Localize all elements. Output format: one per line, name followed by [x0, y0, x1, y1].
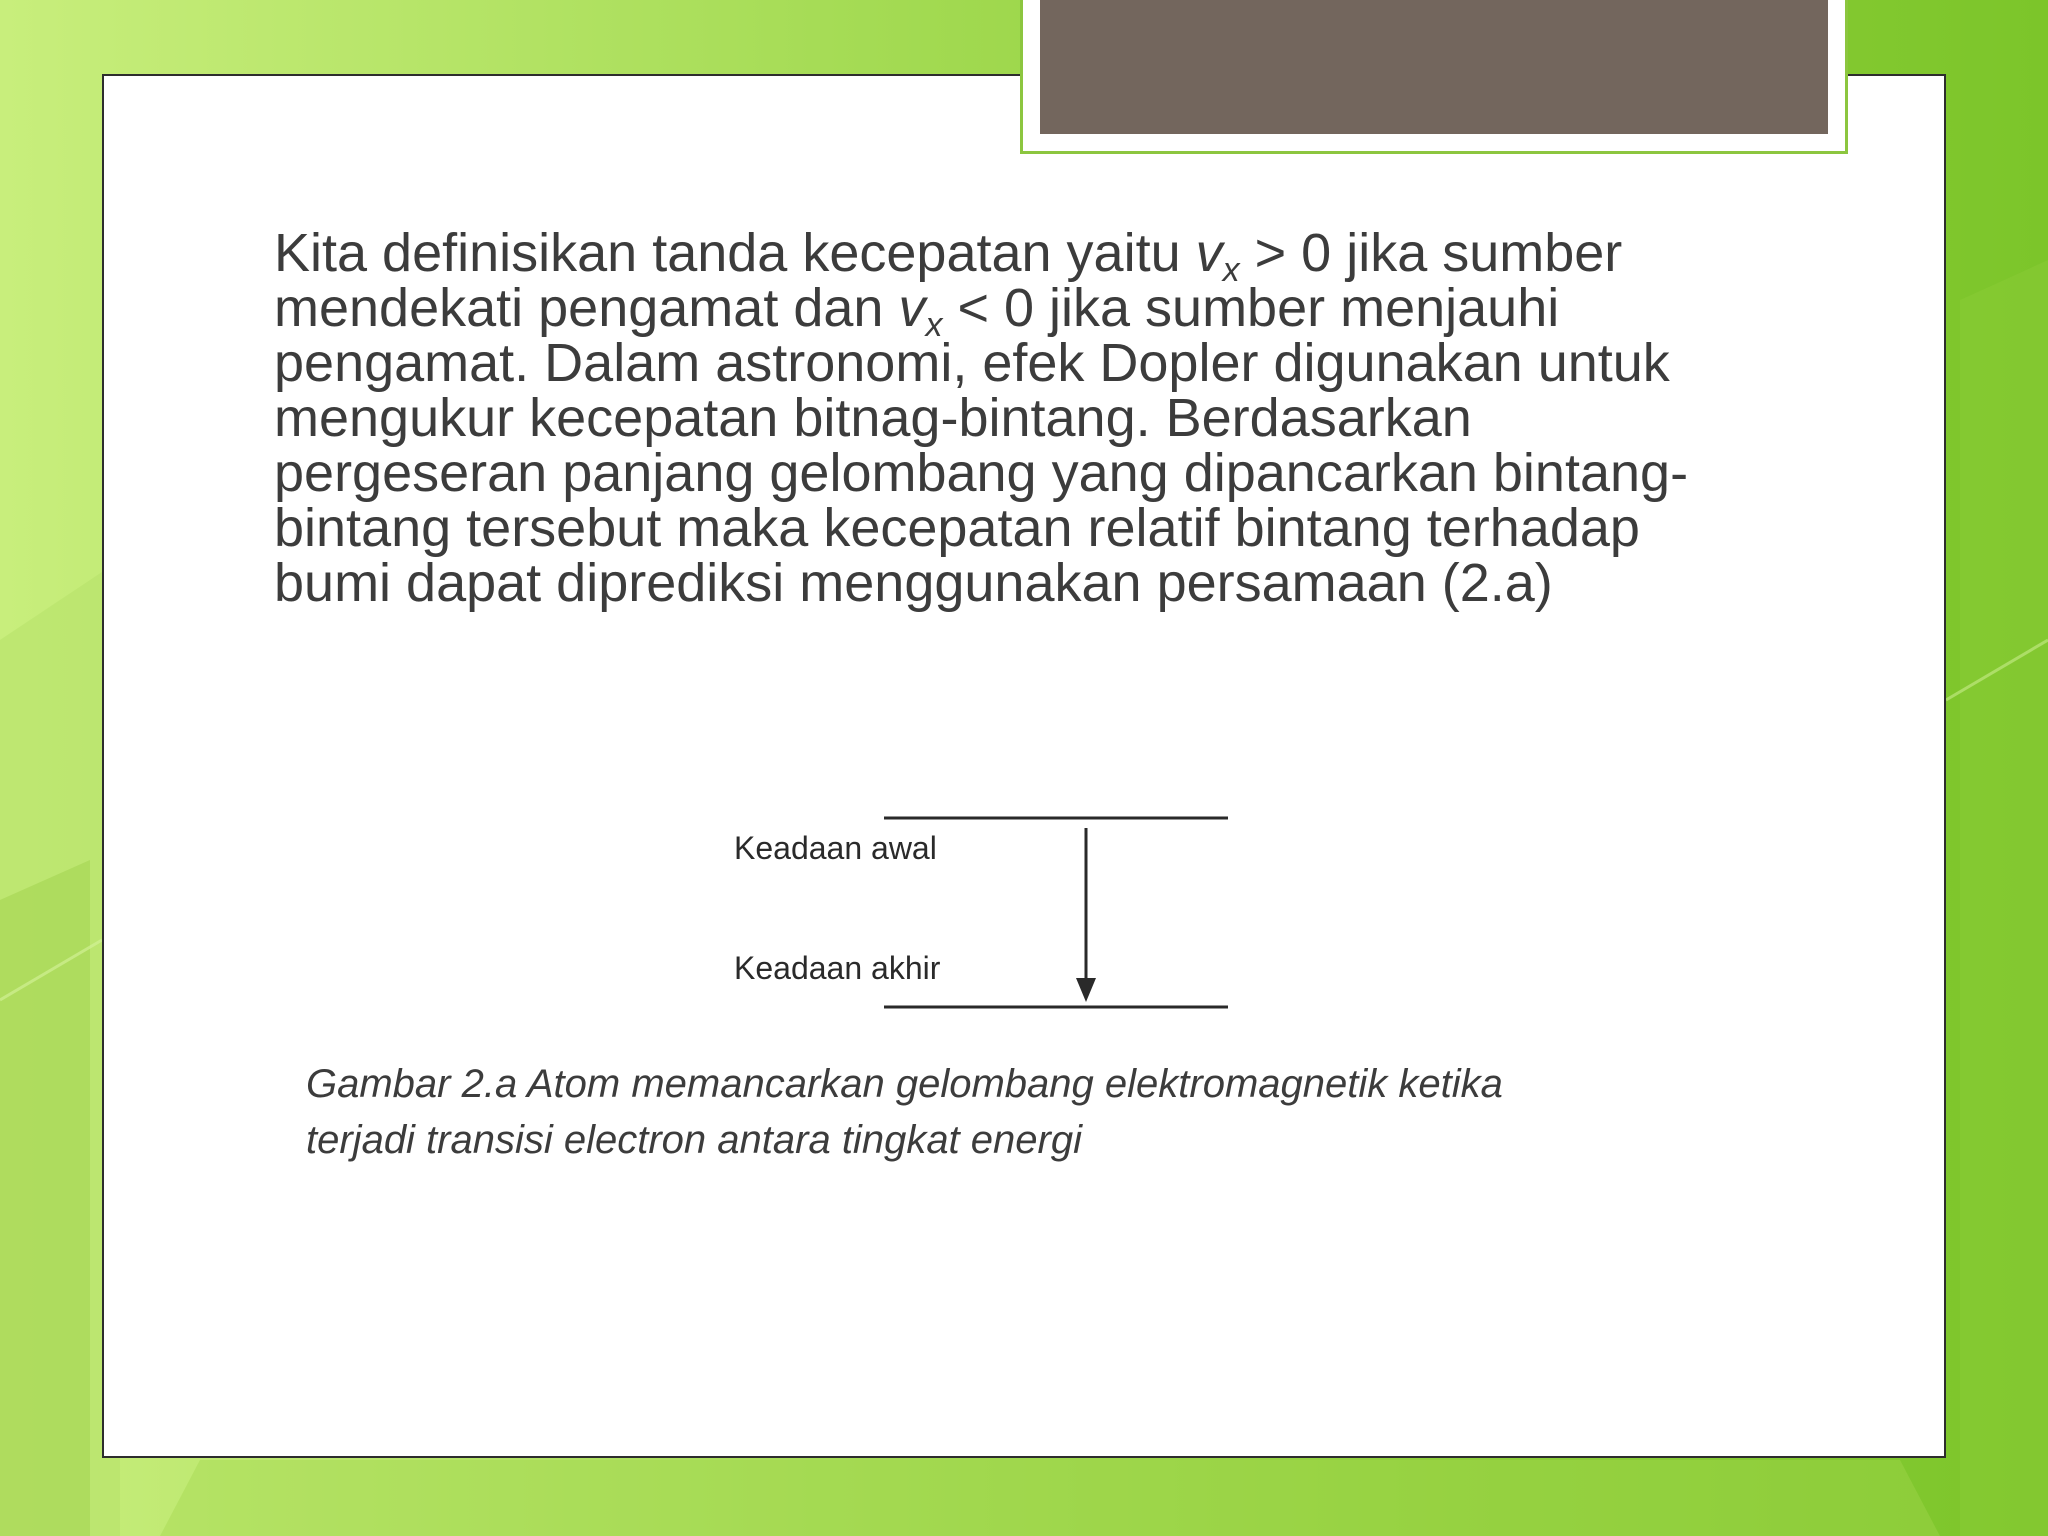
- body-paragraph: [274, 223, 1754, 613]
- figure-caption: [306, 1056, 1786, 1168]
- final-state-label: Keadaan akhir: [734, 950, 941, 986]
- velocity-symbol: v: [1195, 223, 1223, 283]
- velocity-subscript: x: [925, 306, 943, 344]
- initial-state-label: Keadaan awal: [734, 830, 937, 866]
- energy-level-diagram: [720, 800, 1240, 1020]
- title-bar: [1040, 0, 1828, 134]
- caption-line-1: Gambar 2.a Atom memancarkan gelombang elektromagnetik ketika: [306, 1062, 1503, 1106]
- body-segment-3: < 0 jika sumber menjauhi pengamat. Dalam astronomi, efek Dopler digunakan untuk mengukur kecepatan bitnag-bintang. Berdasarkan pergeseran panjang gelombang yang dipancarkan bintang-bintang tersebut maka kecepatan relatif bintang terhadap bumi dapat diprediksi menggunakan persamaan (2.a): [274, 278, 1689, 613]
- velocity-symbol: v: [898, 278, 926, 338]
- caption-line-2: terjadi transisi electron antara tingkat energi: [306, 1118, 1082, 1162]
- transition-arrow-head: [1076, 978, 1096, 1002]
- velocity-subscript: x: [1222, 251, 1240, 289]
- body-segment-2: > 0 jika sumber mendekati pengamat dan: [274, 223, 1623, 338]
- body-segment-1: Kita definisikan tanda kecepatan yaitu: [274, 223, 1196, 283]
